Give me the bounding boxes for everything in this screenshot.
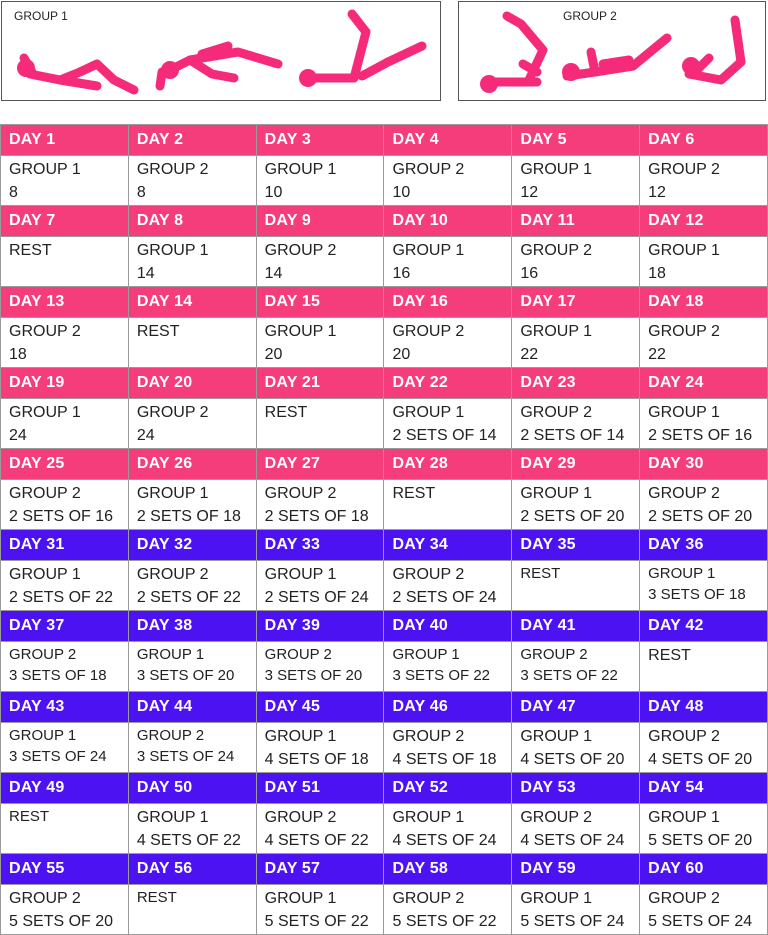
workout-cell bbox=[512, 885, 640, 935]
workout-cell bbox=[256, 237, 384, 287]
workout-cell bbox=[640, 480, 768, 530]
day-label: DAY 33 bbox=[256, 530, 384, 561]
day-label: DAY 57 bbox=[256, 854, 384, 885]
workout-group: GROUP 2 bbox=[520, 809, 593, 826]
workout-cell bbox=[128, 642, 256, 692]
day-label: DAY 10 bbox=[384, 206, 512, 237]
workout-cell bbox=[128, 804, 256, 854]
workout-reps: 5 SETS OF 22 bbox=[264, 913, 369, 930]
exercise-figure-5 bbox=[567, 38, 667, 76]
day-label: DAY 8 bbox=[128, 206, 256, 237]
workout-reps: 3 SETS OF 22 bbox=[392, 667, 491, 684]
day-label: DAY 29 bbox=[512, 449, 640, 480]
day-header-row bbox=[1, 125, 768, 156]
workout-reps: 5 SETS OF 20 bbox=[9, 913, 114, 930]
day-label: DAY 34 bbox=[384, 530, 512, 561]
workout-cell bbox=[512, 399, 640, 449]
workout-group: GROUP 1 bbox=[136, 646, 205, 663]
workout-cell bbox=[640, 723, 768, 773]
workout-reps: 2 SETS OF 24 bbox=[264, 589, 369, 606]
day-header-row bbox=[1, 287, 768, 318]
day-label: DAY 58 bbox=[384, 854, 512, 885]
workout-group: GROUP 2 bbox=[264, 646, 332, 663]
workout-calendar-table bbox=[0, 124, 768, 935]
workout-cell bbox=[512, 318, 640, 368]
day-header-row bbox=[1, 611, 768, 642]
workout-reps: 12 bbox=[648, 184, 666, 201]
day-label: DAY 36 bbox=[640, 530, 768, 561]
workout-reps: 2 SETS OF 22 bbox=[9, 589, 114, 606]
workout-reps: 2 SETS OF 16 bbox=[9, 508, 114, 525]
day-label: DAY 5 bbox=[512, 125, 640, 156]
workout-reps: 8 bbox=[9, 184, 18, 201]
workout-reps: 2 SETS OF 24 bbox=[392, 589, 497, 606]
day-label: DAY 27 bbox=[256, 449, 384, 480]
workout-group: GROUP 2 bbox=[648, 161, 720, 178]
day-label: DAY 17 bbox=[512, 287, 640, 318]
day-label: DAY 37 bbox=[1, 611, 129, 642]
workout-group: GROUP 2 bbox=[520, 242, 593, 259]
workout-cell bbox=[640, 885, 768, 935]
workout-row bbox=[1, 237, 768, 287]
workout-group: GROUP 1 bbox=[9, 161, 81, 178]
day-label: DAY 51 bbox=[256, 773, 384, 804]
workout-reps: 3 SETS OF 24 bbox=[9, 748, 107, 765]
day-label: DAY 22 bbox=[384, 368, 512, 399]
workout-cell bbox=[384, 723, 512, 773]
workout-group: GROUP 1 bbox=[136, 809, 209, 826]
workout-group: GROUP 2 bbox=[136, 161, 209, 178]
workout-cell bbox=[256, 642, 384, 692]
workout-group: GROUP 1 bbox=[264, 323, 337, 340]
workout-reps: 20 bbox=[264, 346, 283, 363]
workout-group: GROUP 1 bbox=[648, 565, 716, 582]
workout-reps: 2 SETS OF 18 bbox=[264, 508, 369, 525]
day-label: DAY 49 bbox=[1, 773, 129, 804]
workout-reps: 3 SETS OF 20 bbox=[136, 667, 235, 684]
workout-group: REST bbox=[136, 889, 177, 906]
workout-cell bbox=[256, 480, 384, 530]
workout-row bbox=[1, 804, 768, 854]
day-label: DAY 54 bbox=[640, 773, 768, 804]
workout-cell bbox=[1, 804, 129, 854]
workout-cell bbox=[1, 561, 129, 611]
day-label: DAY 32 bbox=[128, 530, 256, 561]
workout-group: REST bbox=[648, 647, 691, 664]
workout-reps: 3 SETS OF 18 bbox=[648, 586, 746, 603]
workout-cell bbox=[512, 156, 640, 206]
workout-cell bbox=[384, 318, 512, 368]
exercise-figure-1 bbox=[24, 58, 134, 90]
workout-reps: 18 bbox=[648, 265, 666, 282]
workout-group: GROUP 1 bbox=[392, 809, 465, 826]
workout-group: GROUP 2 bbox=[392, 161, 465, 178]
workout-cell bbox=[256, 561, 384, 611]
workout-cell bbox=[1, 885, 129, 935]
group-1-title: GROUP 1 bbox=[14, 9, 68, 23]
day-label: DAY 1 bbox=[1, 125, 129, 156]
workout-group: GROUP 2 bbox=[9, 646, 77, 663]
group-2-panel bbox=[458, 1, 766, 101]
workout-group: GROUP 2 bbox=[136, 566, 209, 583]
workout-cell bbox=[128, 561, 256, 611]
workout-reps: 10 bbox=[392, 184, 411, 201]
workout-row bbox=[1, 399, 768, 449]
workout-group: GROUP 2 bbox=[264, 242, 337, 259]
workout-cell bbox=[1, 156, 129, 206]
workout-cell bbox=[256, 156, 384, 206]
workout-group: GROUP 2 bbox=[136, 727, 205, 744]
workout-group: GROUP 1 bbox=[392, 646, 460, 663]
workout-reps: 2 SETS OF 14 bbox=[392, 427, 497, 444]
day-label: DAY 60 bbox=[640, 854, 768, 885]
workout-group: REST bbox=[392, 485, 436, 502]
day-label: DAY 41 bbox=[512, 611, 640, 642]
day-label: DAY 50 bbox=[128, 773, 256, 804]
workout-cell bbox=[1, 723, 129, 773]
day-label: DAY 43 bbox=[1, 692, 129, 723]
day-header-row bbox=[1, 530, 768, 561]
day-label: DAY 55 bbox=[1, 854, 129, 885]
workout-cell bbox=[512, 642, 640, 692]
day-label: DAY 38 bbox=[128, 611, 256, 642]
workout-group: GROUP 1 bbox=[264, 566, 337, 583]
workout-group: GROUP 1 bbox=[392, 242, 465, 259]
workout-reps: 5 SETS OF 24 bbox=[648, 913, 753, 930]
workout-cell bbox=[640, 804, 768, 854]
day-label: DAY 23 bbox=[512, 368, 640, 399]
workout-reps: 4 SETS OF 20 bbox=[520, 751, 625, 768]
day-label: DAY 53 bbox=[512, 773, 640, 804]
day-label: DAY 40 bbox=[384, 611, 512, 642]
workout-cell bbox=[256, 723, 384, 773]
workout-group: GROUP 2 bbox=[392, 728, 465, 745]
workout-cell bbox=[640, 642, 768, 692]
day-label: DAY 14 bbox=[128, 287, 256, 318]
workout-cell bbox=[256, 804, 384, 854]
workout-reps: 22 bbox=[648, 346, 666, 363]
day-label: DAY 15 bbox=[256, 287, 384, 318]
workout-reps: 2 SETS OF 20 bbox=[648, 508, 753, 525]
workout-reps: 8 bbox=[136, 184, 146, 201]
workout-cell bbox=[384, 885, 512, 935]
day-label: DAY 48 bbox=[640, 692, 768, 723]
workout-reps: 3 SETS OF 24 bbox=[136, 748, 235, 765]
workout-cell bbox=[128, 723, 256, 773]
workout-reps: 2 SETS OF 20 bbox=[520, 508, 625, 525]
workout-group: REST bbox=[136, 323, 180, 340]
day-label: DAY 9 bbox=[256, 206, 384, 237]
day-label: DAY 2 bbox=[128, 125, 256, 156]
day-label: DAY 16 bbox=[384, 287, 512, 318]
workout-reps: 24 bbox=[136, 427, 155, 444]
workout-cell bbox=[1, 480, 129, 530]
day-label: DAY 46 bbox=[384, 692, 512, 723]
workout-cell bbox=[512, 804, 640, 854]
workout-reps: 16 bbox=[520, 265, 539, 282]
day-label: DAY 18 bbox=[640, 287, 768, 318]
workout-cell bbox=[256, 318, 384, 368]
workout-group: GROUP 1 bbox=[136, 485, 209, 502]
workout-reps: 4 SETS OF 18 bbox=[264, 751, 369, 768]
day-header-row bbox=[1, 206, 768, 237]
workout-cell bbox=[128, 318, 256, 368]
workout-reps: 14 bbox=[136, 265, 155, 282]
day-label: DAY 19 bbox=[1, 368, 129, 399]
group-2-title: GROUP 2 bbox=[563, 9, 617, 23]
day-label: DAY 52 bbox=[384, 773, 512, 804]
group-1-panel bbox=[1, 1, 441, 101]
workout-group: GROUP 2 bbox=[520, 646, 588, 663]
workout-group: GROUP 2 bbox=[136, 404, 209, 421]
workout-reps: 2 SETS OF 14 bbox=[520, 427, 625, 444]
workout-group: GROUP 1 bbox=[9, 566, 81, 583]
workout-reps: 4 SETS OF 22 bbox=[264, 832, 369, 849]
workout-group: GROUP 2 bbox=[648, 728, 720, 745]
workout-reps: 16 bbox=[392, 265, 411, 282]
workout-group: GROUP 2 bbox=[520, 404, 593, 421]
workout-reps: 2 SETS OF 18 bbox=[136, 508, 241, 525]
day-header-row bbox=[1, 368, 768, 399]
workout-group: GROUP 1 bbox=[136, 242, 209, 259]
workout-group: GROUP 1 bbox=[264, 890, 337, 907]
workout-group: GROUP 2 bbox=[9, 485, 81, 502]
day-label: DAY 7 bbox=[1, 206, 129, 237]
workout-reps: 3 SETS OF 22 bbox=[520, 667, 618, 684]
workout-group: GROUP 1 bbox=[520, 728, 593, 745]
workout-reps: 4 SETS OF 18 bbox=[392, 751, 497, 768]
workout-cell bbox=[384, 804, 512, 854]
workout-group: GROUP 1 bbox=[392, 404, 465, 421]
workout-group: REST bbox=[520, 565, 561, 582]
workout-cell bbox=[640, 237, 768, 287]
workout-cell bbox=[1, 642, 129, 692]
workout-group: REST bbox=[9, 808, 50, 825]
workout-group: GROUP 2 bbox=[9, 323, 81, 340]
workout-cell bbox=[1, 318, 129, 368]
workout-reps: 10 bbox=[264, 184, 283, 201]
workout-reps: 12 bbox=[520, 184, 539, 201]
workout-group: GROUP 1 bbox=[520, 161, 593, 178]
workout-cell bbox=[128, 885, 256, 935]
workout-reps: 5 SETS OF 24 bbox=[520, 913, 625, 930]
workout-cell bbox=[256, 399, 384, 449]
day-label: DAY 12 bbox=[640, 206, 768, 237]
workout-group: GROUP 1 bbox=[9, 727, 77, 744]
workout-group: GROUP 2 bbox=[392, 323, 465, 340]
day-label: DAY 6 bbox=[640, 125, 768, 156]
day-label: DAY 24 bbox=[640, 368, 768, 399]
workout-cell bbox=[384, 561, 512, 611]
day-label: DAY 31 bbox=[1, 530, 129, 561]
workout-cell bbox=[512, 480, 640, 530]
workout-reps: 3 SETS OF 20 bbox=[264, 667, 363, 684]
workout-row bbox=[1, 156, 768, 206]
workout-cell bbox=[384, 237, 512, 287]
workout-reps: 20 bbox=[392, 346, 411, 363]
workout-reps: 3 SETS OF 18 bbox=[9, 667, 107, 684]
day-label: DAY 56 bbox=[128, 854, 256, 885]
day-label: DAY 28 bbox=[384, 449, 512, 480]
workout-group: REST bbox=[264, 404, 308, 421]
workout-reps: 22 bbox=[520, 346, 539, 363]
workout-cell bbox=[1, 399, 129, 449]
workout-cell bbox=[640, 318, 768, 368]
workout-group: GROUP 2 bbox=[264, 485, 337, 502]
workout-cell bbox=[512, 561, 640, 611]
workout-reps: 14 bbox=[264, 265, 283, 282]
workout-reps: 4 SETS OF 24 bbox=[520, 832, 625, 849]
group-1-exercise-figures bbox=[2, 2, 440, 100]
day-label: DAY 3 bbox=[256, 125, 384, 156]
group-2-exercise-figures bbox=[459, 2, 765, 100]
workout-group: GROUP 2 bbox=[648, 323, 720, 340]
workout-reps: 5 SETS OF 22 bbox=[392, 913, 497, 930]
workout-cell bbox=[640, 561, 768, 611]
workout-row bbox=[1, 885, 768, 935]
workout-group: GROUP 2 bbox=[392, 890, 465, 907]
workout-group: GROUP 1 bbox=[264, 161, 337, 178]
exercise-figure-4 bbox=[495, 16, 543, 82]
day-label: DAY 47 bbox=[512, 692, 640, 723]
workout-reps: 4 SETS OF 22 bbox=[136, 832, 241, 849]
day-label: DAY 4 bbox=[384, 125, 512, 156]
workout-reps: 2 SETS OF 16 bbox=[648, 427, 753, 444]
workout-group: GROUP 1 bbox=[9, 404, 81, 421]
workout-cell bbox=[128, 399, 256, 449]
workout-cell bbox=[640, 399, 768, 449]
workout-group: GROUP 1 bbox=[520, 485, 593, 502]
workout-group: GROUP 1 bbox=[264, 728, 337, 745]
workout-cell bbox=[640, 156, 768, 206]
workout-row bbox=[1, 561, 768, 611]
workout-cell bbox=[512, 723, 640, 773]
day-label: DAY 30 bbox=[640, 449, 768, 480]
workout-cell bbox=[384, 156, 512, 206]
workout-group: REST bbox=[9, 242, 52, 259]
day-label: DAY 59 bbox=[512, 854, 640, 885]
workout-group: GROUP 2 bbox=[9, 890, 81, 907]
workout-reps: 18 bbox=[9, 346, 27, 363]
workout-row bbox=[1, 642, 768, 692]
workout-row bbox=[1, 318, 768, 368]
workout-cell bbox=[512, 237, 640, 287]
day-label: DAY 20 bbox=[128, 368, 256, 399]
day-label: DAY 39 bbox=[256, 611, 384, 642]
workout-reps: 5 SETS OF 20 bbox=[648, 832, 753, 849]
day-label: DAY 42 bbox=[640, 611, 768, 642]
workout-group: GROUP 2 bbox=[264, 809, 337, 826]
day-header-row bbox=[1, 854, 768, 885]
day-label: DAY 13 bbox=[1, 287, 129, 318]
day-label: DAY 35 bbox=[512, 530, 640, 561]
workout-cell bbox=[128, 156, 256, 206]
workout-reps: 2 SETS OF 22 bbox=[136, 589, 241, 606]
workout-cell bbox=[128, 237, 256, 287]
day-label: DAY 11 bbox=[512, 206, 640, 237]
workout-row bbox=[1, 480, 768, 530]
workout-group: GROUP 2 bbox=[392, 566, 465, 583]
day-header-row bbox=[1, 773, 768, 804]
workout-cell bbox=[384, 480, 512, 530]
day-label: DAY 44 bbox=[128, 692, 256, 723]
day-label: DAY 45 bbox=[256, 692, 384, 723]
workout-cell bbox=[128, 480, 256, 530]
workout-group: GROUP 1 bbox=[648, 404, 720, 421]
day-label: DAY 26 bbox=[128, 449, 256, 480]
day-label: DAY 21 bbox=[256, 368, 384, 399]
workout-reps: 4 SETS OF 24 bbox=[392, 832, 497, 849]
workout-reps: 4 SETS OF 20 bbox=[648, 751, 753, 768]
workout-group: GROUP 1 bbox=[520, 890, 593, 907]
day-label: DAY 25 bbox=[1, 449, 129, 480]
day-header-row bbox=[1, 692, 768, 723]
workout-cell bbox=[384, 642, 512, 692]
workout-group: GROUP 1 bbox=[520, 323, 593, 340]
day-header-row bbox=[1, 449, 768, 480]
workout-group: GROUP 1 bbox=[648, 809, 720, 826]
workout-cell bbox=[256, 885, 384, 935]
workout-group: GROUP 2 bbox=[648, 890, 720, 907]
workout-row bbox=[1, 723, 768, 773]
workout-cell bbox=[1, 237, 129, 287]
workout-group: GROUP 1 bbox=[648, 242, 720, 259]
exercise-figure-3 bbox=[314, 14, 422, 78]
workout-group: GROUP 2 bbox=[648, 485, 720, 502]
workout-cell bbox=[384, 399, 512, 449]
workout-reps: 24 bbox=[9, 427, 27, 444]
